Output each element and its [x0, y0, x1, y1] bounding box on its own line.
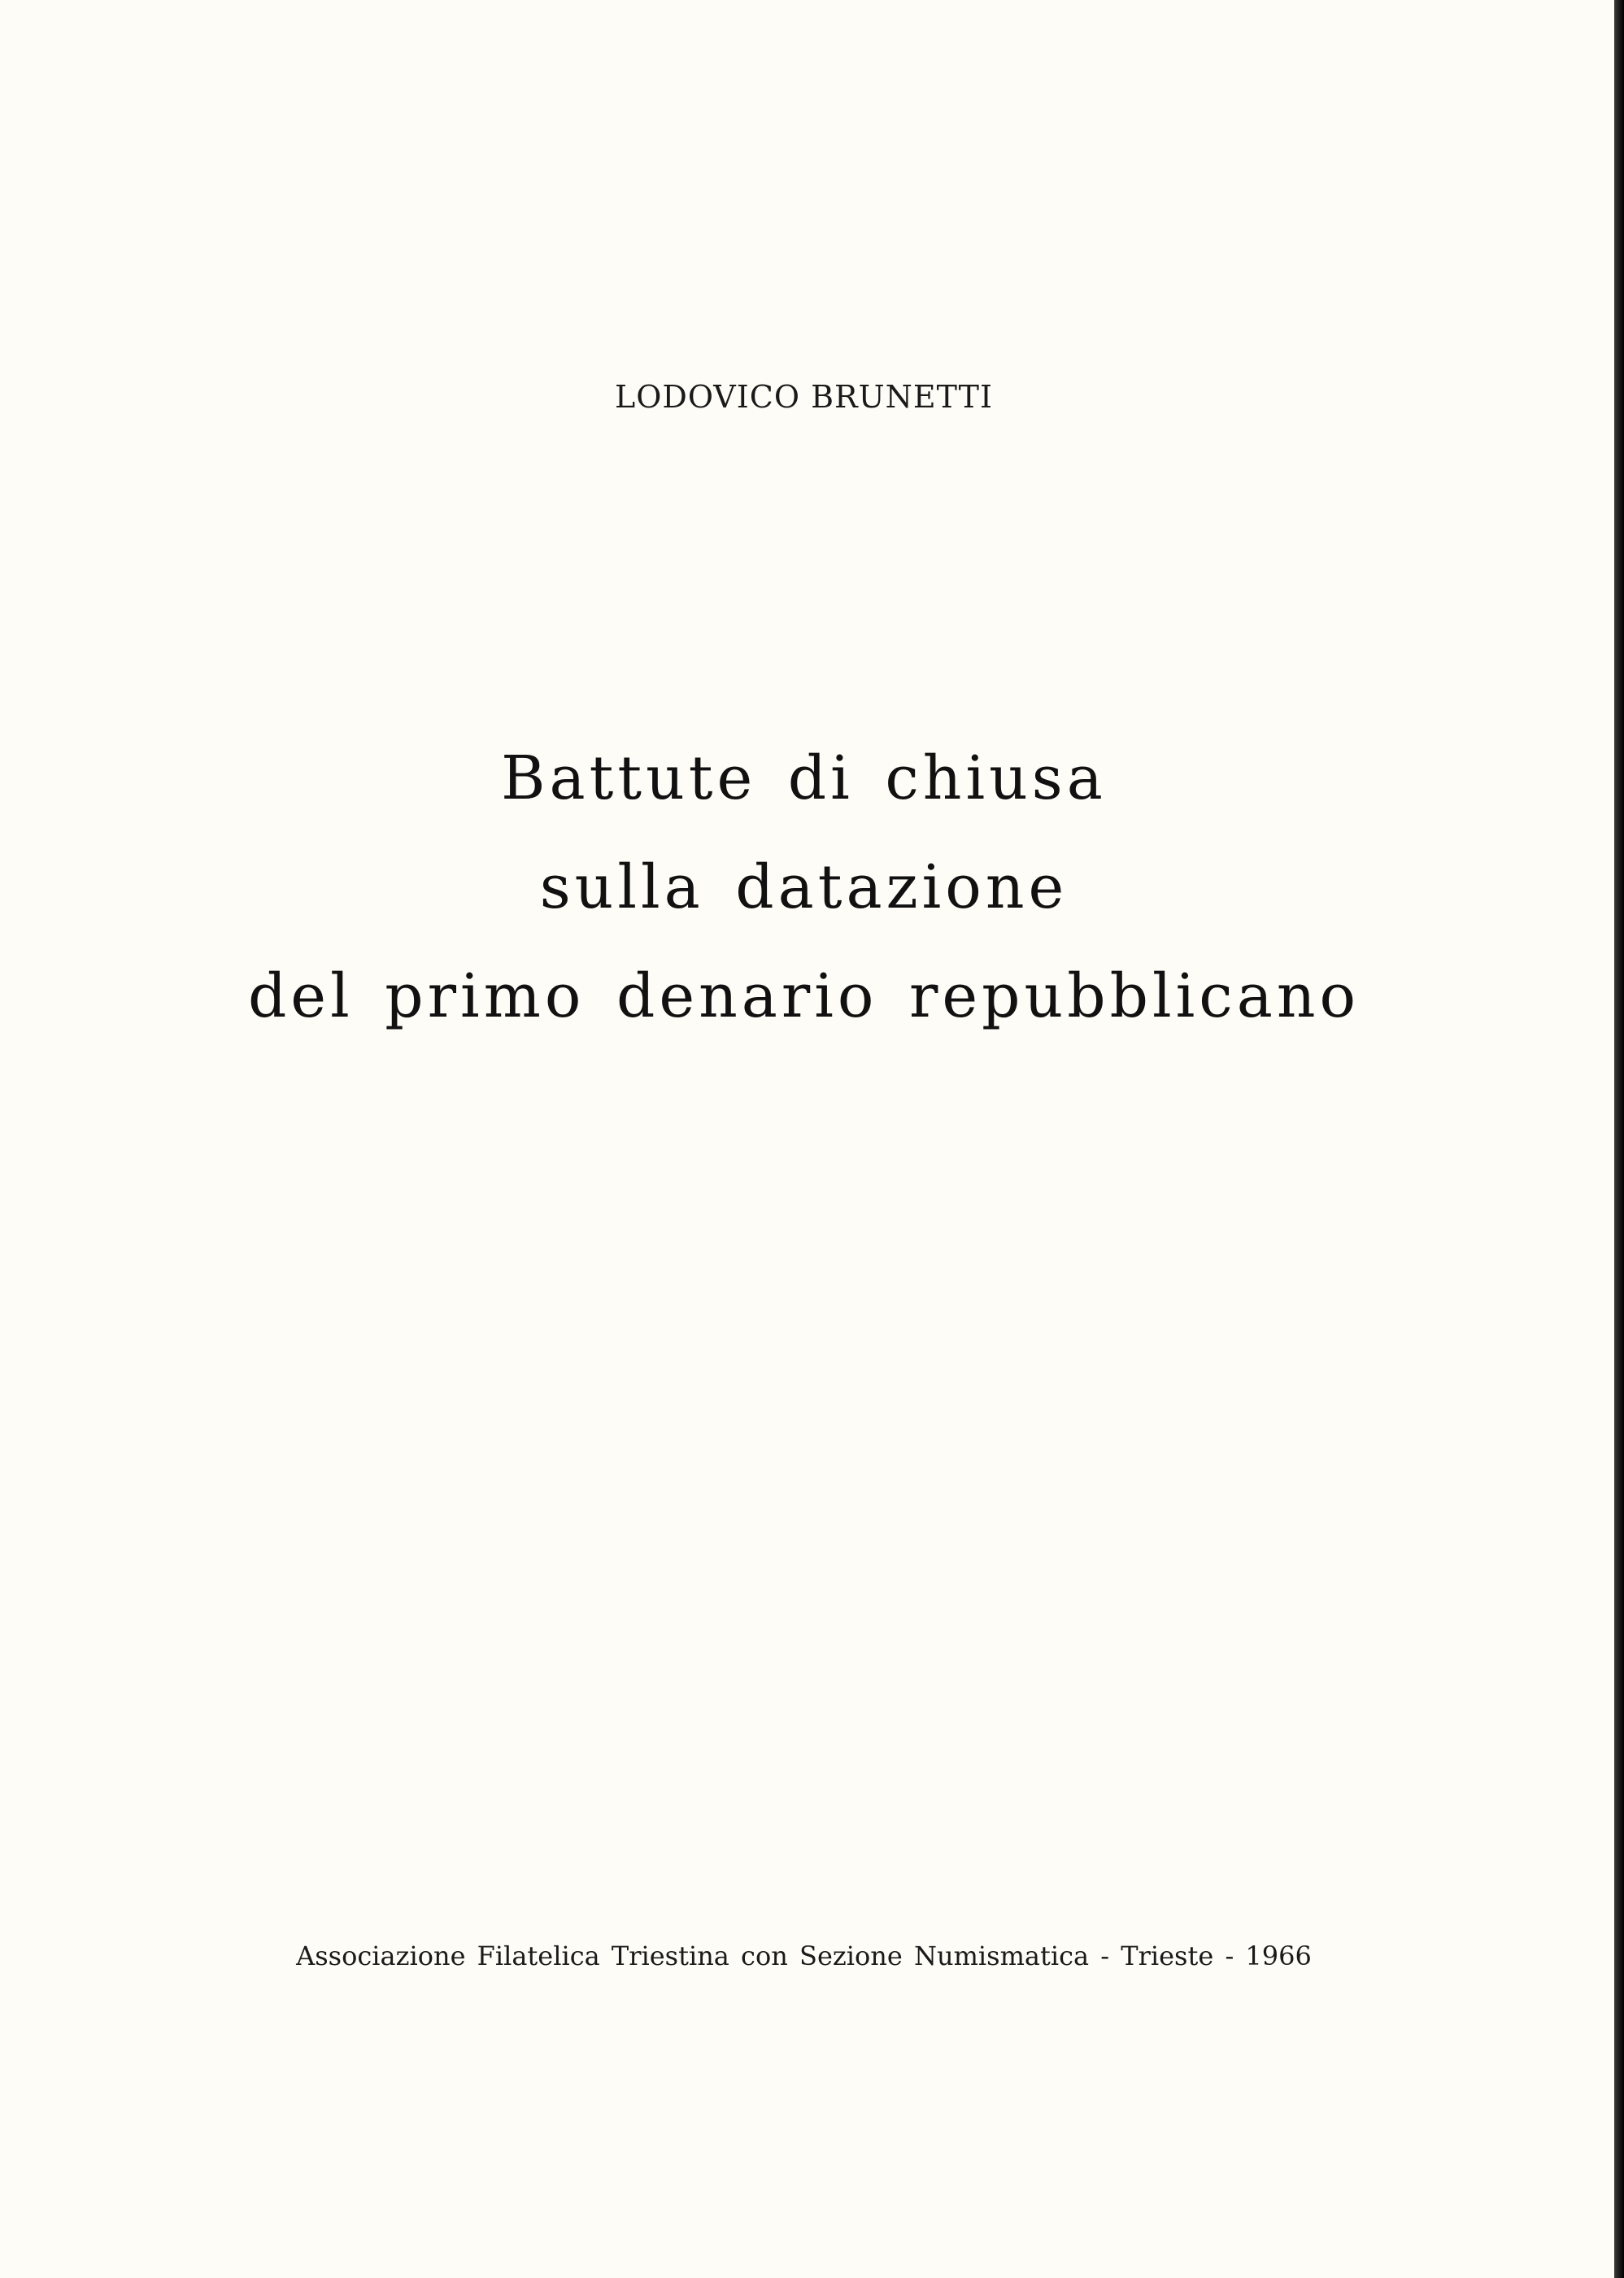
publisher-imprint: Associazione Filatelica Triestina con Sezione Numismatica - Trieste - 1966	[296, 1940, 1312, 1971]
title-line-3: del primo denario repubblicano	[247, 961, 1361, 1031]
title-line-2: sulla datazione	[539, 852, 1069, 922]
title-line-1: Battute di chiusa	[501, 743, 1107, 813]
book-title	[0, 724, 1608, 1051]
scan-edge	[1614, 0, 1624, 2278]
author-name: LODOVICO BRUNETTI	[614, 379, 994, 415]
